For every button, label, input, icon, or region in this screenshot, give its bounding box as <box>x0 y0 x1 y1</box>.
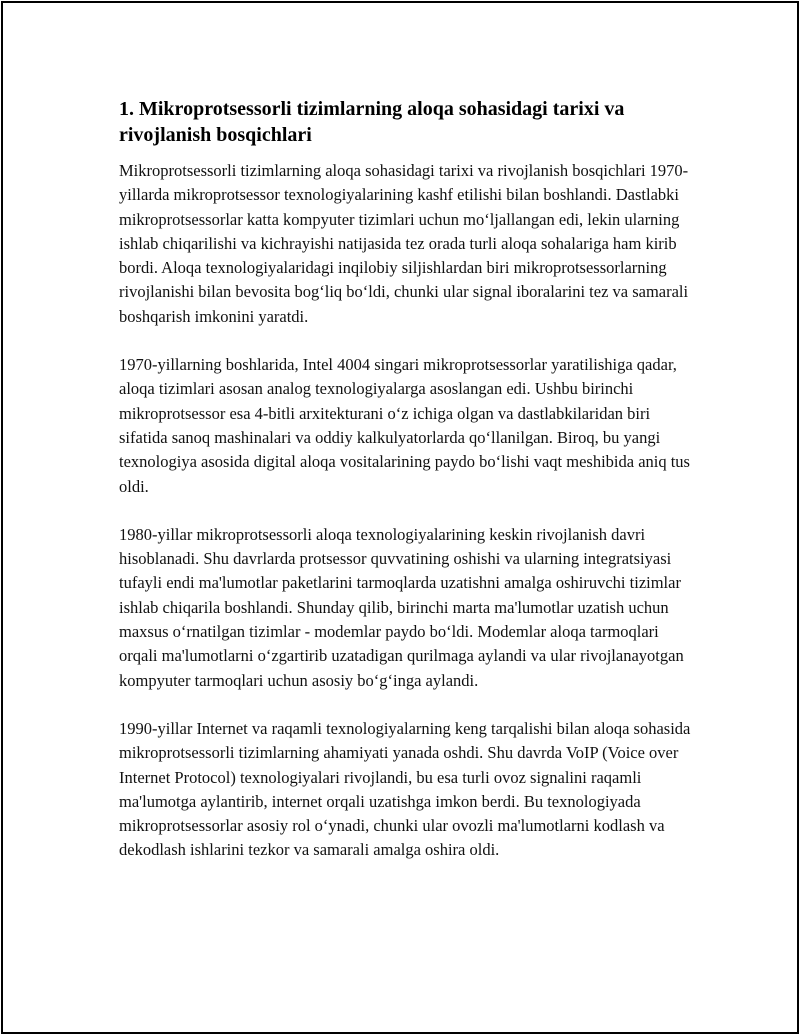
paragraph-3: 1980-yillar mikroprotsessorli aloqa texnologiyalarining keskin rivojlanish davri hisoblanadi. Shu davrlarda protsessor quvvatining oshishi va ularning integratsiyasi tufayli endi ma'lumotlar paketlarini tarmoqlarda uzatishni amalga oshiruvchi tizimlar ishlab chiqarila boshlandi. Shunday qilib, birinchi marta ma'lumotlar uzatish uchun maxsus o‘rnatilgan tizimlar - modemlar paydo bo‘ldi. Modemlar aloqa tarmoqlari orqali ma'lumotlarni o‘zgartirib uzatadigan qurilmaga aylandi va ular rivojlanayotgan kompyuter tarmoqlari uchun asosiy bo‘g‘inga aylandi. <box>119 524 684 690</box>
paragraph-1: Mikroprotsessorli tizimlarning aloqa sohasidagi tarixi va rivojlanish bosqichlari 1970-yillarda mikroprotsessor texnologiyalarining kashf etilishi bilan boshlandi. Dastlabki mikroprotsessorlar katta kompyuter tizimlari uchun mo‘ljallangan edi, lekin ularning ishlab chiqarilishi va kichrayishi natijasida tez orada turli aloqa sohalariga ham kirib bordi. Aloqa texnologiyalaridagi inqilobiy siljishlardan biri mikroprotsessorlarning rivojlanishi bilan bevosita bog‘liq bo‘ldi, chunki ular signal iboralarini tez va samarali boshqarish imkonini yaratdi. <box>119 161 689 326</box>
document-page <box>1 1 799 1034</box>
paragraph-2: 1970-yillarning boshlarida, Intel 4004 singari mikroprotsessorlar yaratilishiga qadar, aloqa tizimlari asosan analog texnologiyalarga asoslangan edi. Ushbu birinchi mikroprotsessor esa 4-bitli arxitekturani o‘z ichiga olgan va dastlabkilaridan biri sifatida sanoq mashinalari va oddiy kalkulyatorlarda qo‘llanilgan. Biroq, bu yangi texnologiya asosida digital aloqa vositalarining paydo bo‘lishi vaqt meshibida aniq tus oldi. <box>119 355 690 496</box>
document-content <box>119 96 699 887</box>
section-heading: 1. Mikroprotsessorli tizimlarning aloqa sohasidagi tarixi va rivojlanish bosqichlari <box>119 98 625 146</box>
paragraph-4: 1990-yillar Internet va raqamli texnologiyalarning keng tarqalishi bilan aloqa sohasida mikroprotsessorli tizimlarning ahamiyati yanada oshdi. Shu davrda VoIP (Voice over Internet Protocol) texnologiyalari rivojlandi, bu esa turli ovoz signalini raqamli ma'lumotga aylantirib, internet orqali uzatishga imkon berdi. Bu texnologiyada mikroprotsessorlar asosiy rol o‘ynadi, chunki ular ovozli ma'lumotlarni kodlash va dekodlash ishlarini tezkor va samarali amalga oshira oldi. <box>119 718 691 860</box>
